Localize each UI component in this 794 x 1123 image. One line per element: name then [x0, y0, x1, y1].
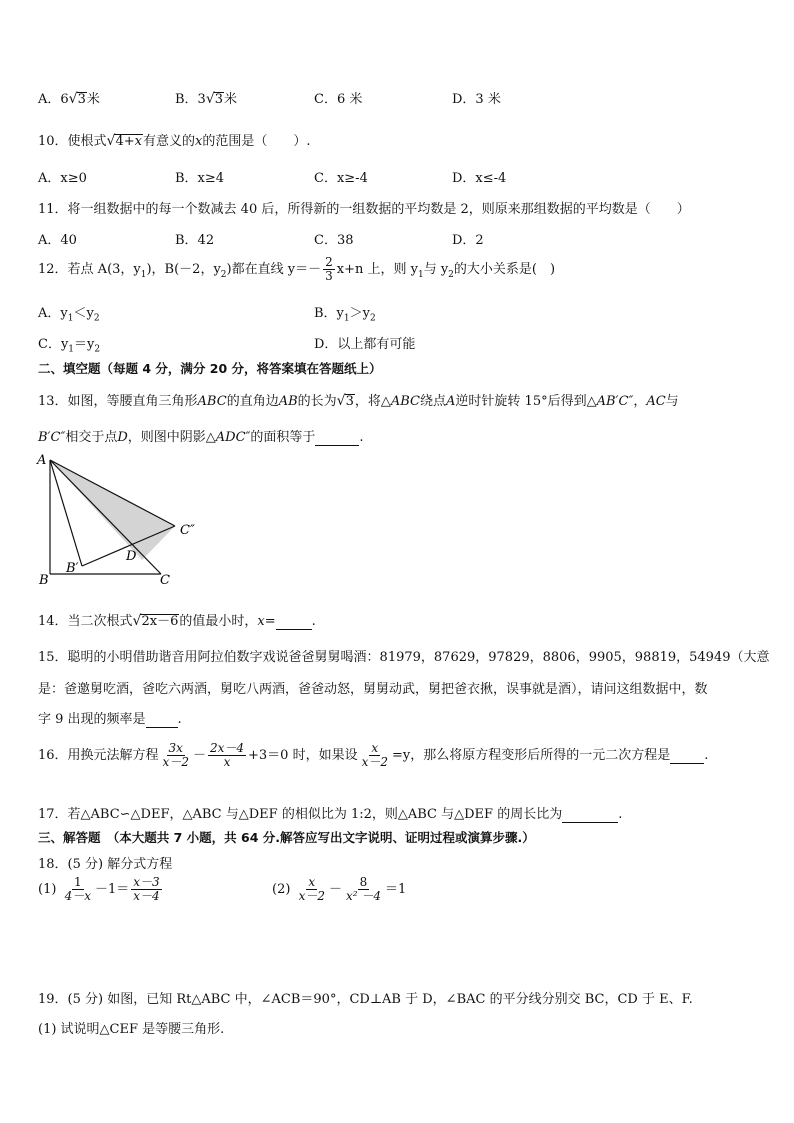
q9-a-prefix: A．6	[38, 92, 69, 107]
q10-pre: 10．使根式	[38, 134, 107, 149]
q14-end: .	[311, 614, 316, 629]
radical-sign: √	[205, 91, 215, 107]
q13-abc3: AB′C″	[596, 394, 634, 409]
radical-sign: √	[132, 613, 142, 629]
q12-c-mid: ＝y	[74, 337, 95, 352]
q18-e1-frac1	[63, 876, 93, 903]
q16-mid2: =y，那么将原方程变形后所得的一元二次方程是	[392, 748, 671, 764]
shaded-triangle-adc	[50, 460, 175, 560]
q16-f2-num: 2x－4	[209, 741, 245, 755]
answer-blank	[276, 614, 312, 630]
q18-p1-label: (1)	[38, 882, 57, 898]
q18-e1b-num: x－3	[133, 875, 160, 889]
q17-end: .	[618, 807, 623, 822]
q11-stem: 11．将一组数据中的每一个数减去 40 后，所得新的一组数据的平均数是 2，则原来那组数据的平均数是（ ）	[38, 202, 690, 217]
q16-f1-num: 3x	[168, 741, 183, 755]
q12-b-sub2: 2	[370, 313, 376, 324]
q12-option-d: D．以上都有可能	[314, 337, 416, 352]
q14-radicand: 2x－6	[141, 614, 179, 629]
q11-option-a: A．40	[38, 233, 77, 248]
q12-c-pre: C．y	[38, 337, 69, 352]
q15-line2: 是：爸邀舅吃酒，爸吃六两酒，舅吃八两酒，爸爸动怒，舅舅动武，舅把爸衣揪，误事就是酒），请问这组数据中，数	[38, 682, 708, 697]
q12-b-mid: ＞y	[349, 306, 370, 321]
q12-frac-num: 2	[325, 255, 333, 269]
q18-p2-label: (2)	[272, 882, 291, 898]
q13-t8: 与	[665, 394, 679, 409]
q12-mid4: 与 y	[423, 262, 449, 278]
q12-fraction	[323, 256, 335, 283]
q12-option-b	[314, 302, 376, 324]
q13-t10: ，则图中阴影△	[127, 430, 216, 445]
q11-option-d: D．2	[452, 233, 484, 248]
q10-stem	[38, 130, 310, 149]
q9-a-unit: 米	[86, 92, 100, 107]
q9-option-d: D．3 米	[452, 92, 501, 107]
q16-f1-den: x－2	[162, 755, 189, 770]
label-b: B	[39, 573, 49, 586]
q16-mid: +3＝0 时，如果设	[248, 748, 358, 764]
radical-sign: √	[336, 393, 346, 409]
q15-t3: 字 9 出现的频率是	[38, 712, 146, 727]
q10-var2: x	[195, 134, 203, 149]
q9-option-b	[175, 88, 237, 107]
q13-t6: 逆时针旋转 15°后得到△	[455, 394, 597, 409]
q18-e1-mid: －1＝	[94, 882, 130, 898]
q14-mid: 的值最小时，	[179, 614, 258, 629]
q17-text: 17．若△ABC∽△DEF，△ABC 与△DEF 的相似比为 1:2，则△ABC 与△DEF 的周长比为	[38, 807, 563, 822]
q13-abc: ABC	[197, 394, 227, 409]
q10-radicand	[114, 134, 143, 149]
q16-f3-den: x－2	[361, 755, 388, 770]
label-c: C	[160, 573, 170, 586]
radical-sign: √	[106, 133, 116, 149]
q12-a-pre: A．y	[38, 306, 68, 321]
q16-frac2	[208, 742, 246, 769]
label-c-double-prime: C″	[180, 523, 195, 538]
q12-b-sub1: 1	[343, 313, 350, 324]
q10-rad-text: 4+	[115, 134, 135, 149]
q16-minus: －	[192, 748, 206, 764]
q10-option-b: B．x≥4	[175, 171, 225, 186]
q18-part1	[38, 876, 164, 903]
section-2-heading: 二、填空题（每题 4 分，满分 20 分，将答案填在答题纸上）	[38, 361, 382, 376]
q10-option-a: A．x≥0	[38, 171, 87, 186]
answer-blank	[146, 712, 178, 728]
q12-a-sub1: 1	[67, 313, 74, 324]
q12-b-pre: B．y	[314, 306, 344, 321]
q18-stem: 18．(5 分) 解分式方程	[38, 857, 173, 872]
q18-part2	[272, 876, 406, 903]
label-d: D	[126, 549, 137, 564]
q12-stem	[38, 256, 555, 283]
q12-a-mid: ＜y	[73, 306, 94, 321]
q13-figure	[34, 446, 214, 586]
q12-mid1: )，B(－2，y	[146, 262, 221, 278]
q16-f3-num: x	[371, 741, 379, 755]
q12-a-sub2: 2	[93, 313, 100, 324]
q16-end: .	[704, 748, 709, 764]
q13-t2: 的直角边	[226, 394, 279, 409]
q15-end: .	[177, 712, 182, 727]
q15-line3	[38, 708, 182, 728]
q12-sub2: 2	[220, 269, 227, 280]
q16-pre: 16．用换元法解方程	[38, 748, 159, 764]
q13-t11: 的面积等于	[250, 430, 316, 445]
q9-a-radicand: 3	[77, 92, 86, 107]
label-a: A	[37, 453, 47, 468]
q13-t3: 的长为	[297, 394, 337, 409]
q13-t7: ，	[633, 394, 647, 409]
q12-option-c	[38, 333, 100, 355]
q10-option-d: D．x≤-4	[452, 171, 507, 186]
q12-option-a	[38, 302, 100, 324]
q14-eq: =	[264, 614, 276, 629]
q14-stem	[38, 610, 316, 630]
q18-e2-frac1	[297, 876, 327, 903]
q13-ac: AC	[646, 394, 666, 409]
q18-e2-end: ＝1	[385, 882, 407, 898]
q9-b-radicand: 3	[214, 92, 224, 107]
q13-line2	[38, 426, 364, 446]
q18-e1-frac2	[131, 876, 161, 903]
label-b-prime: B′	[66, 561, 79, 576]
q14-pre: 14．当二次根式	[38, 614, 133, 629]
q9-b-unit: 米	[224, 92, 238, 107]
q13-bc: B′C″	[38, 430, 66, 445]
q16-frac3	[360, 742, 390, 769]
q9-option-a	[38, 88, 100, 107]
q17-stem	[38, 803, 622, 823]
q13-ab: AB	[278, 394, 298, 409]
q12-mid3: x+n 上，则 y	[336, 262, 418, 278]
q12-post: 的大小关系是( )	[453, 262, 556, 278]
q18-e2-frac2	[344, 876, 383, 903]
q18-e2a-den: x－2	[298, 889, 325, 904]
q13-t4: ，将△	[354, 394, 391, 409]
q9-option-c: C．6 米	[314, 92, 363, 107]
q10-option-c: C．x≥-4	[314, 171, 368, 186]
answer-blank	[315, 430, 359, 446]
q14-var: x	[257, 614, 265, 629]
q12-sub3: 1	[417, 269, 424, 280]
q12-c-sub2: 2	[94, 344, 101, 355]
q16-frac1	[161, 742, 191, 769]
q13-abc2: ABC	[390, 394, 421, 409]
q13-t1: 13．如图，等腰直角三角形	[38, 394, 198, 409]
q18-e2-mid: －	[328, 882, 342, 898]
answer-blank	[562, 807, 618, 823]
q13-a: A	[446, 394, 456, 409]
q18-e1a-den: 4－x	[64, 889, 91, 904]
radical-sign: √	[68, 91, 78, 107]
q12-sub4: 2	[448, 269, 454, 280]
q13-line1	[38, 390, 679, 409]
q10-var: x	[134, 134, 142, 149]
q10-post: 的范围是（ ）.	[202, 134, 311, 149]
q12-c-sub1: 1	[68, 344, 75, 355]
q13-t12: .	[359, 430, 364, 445]
q13-adc: ADC″	[215, 430, 251, 445]
q18-e2b-num: 8	[359, 875, 368, 889]
q16-f2-den: x	[223, 755, 231, 770]
q12-sub1: 1	[140, 269, 147, 280]
q12-pre: 12．若点 A(3，y	[38, 262, 141, 278]
q13-radicand: 3	[345, 394, 354, 409]
q16-stem	[38, 742, 708, 769]
q12-frac-den: 3	[325, 269, 333, 284]
q10-mid: 有意义的	[142, 134, 195, 149]
q9-b-prefix: B．3	[175, 92, 206, 107]
q19-stem: 19．(5 分) 如图，已知 Rt△ABC 中，∠ACB＝90°，CD⊥AB 于 D，∠BAC 的平分线分别交 BC，CD 于 E、F.	[38, 992, 693, 1007]
q19-part1: (1) 试说明△CEF 是等腰三角形.	[38, 1022, 225, 1037]
q18-e1b-den: x－4	[133, 889, 160, 904]
answer-blank	[670, 748, 704, 764]
q18-e2a-num: x	[308, 875, 316, 889]
q13-d: D	[117, 430, 128, 445]
q18-e2b-den: x² －4	[345, 889, 382, 904]
q11-option-c: C．38	[314, 233, 354, 248]
q12-mid2: )都在直线 y＝－	[226, 262, 322, 278]
q15-line1: 15．聪明的小明借助谐音用阿拉伯数字戏说爸爸舅舅喝酒：81979，87629，97829，8806，9905，98819，54949（大意	[38, 650, 770, 665]
q11-option-b: B．42	[175, 233, 215, 248]
q18-e1a-num: 1	[73, 875, 82, 889]
q13-t9: 相交于点	[65, 430, 118, 445]
section-3-heading: 三、解答题 （本大题共 7 小题，共 64 分.解答应写出文字说明、证明过程或演算步骤.）	[38, 830, 535, 845]
q13-t5: 绕点	[420, 394, 447, 409]
